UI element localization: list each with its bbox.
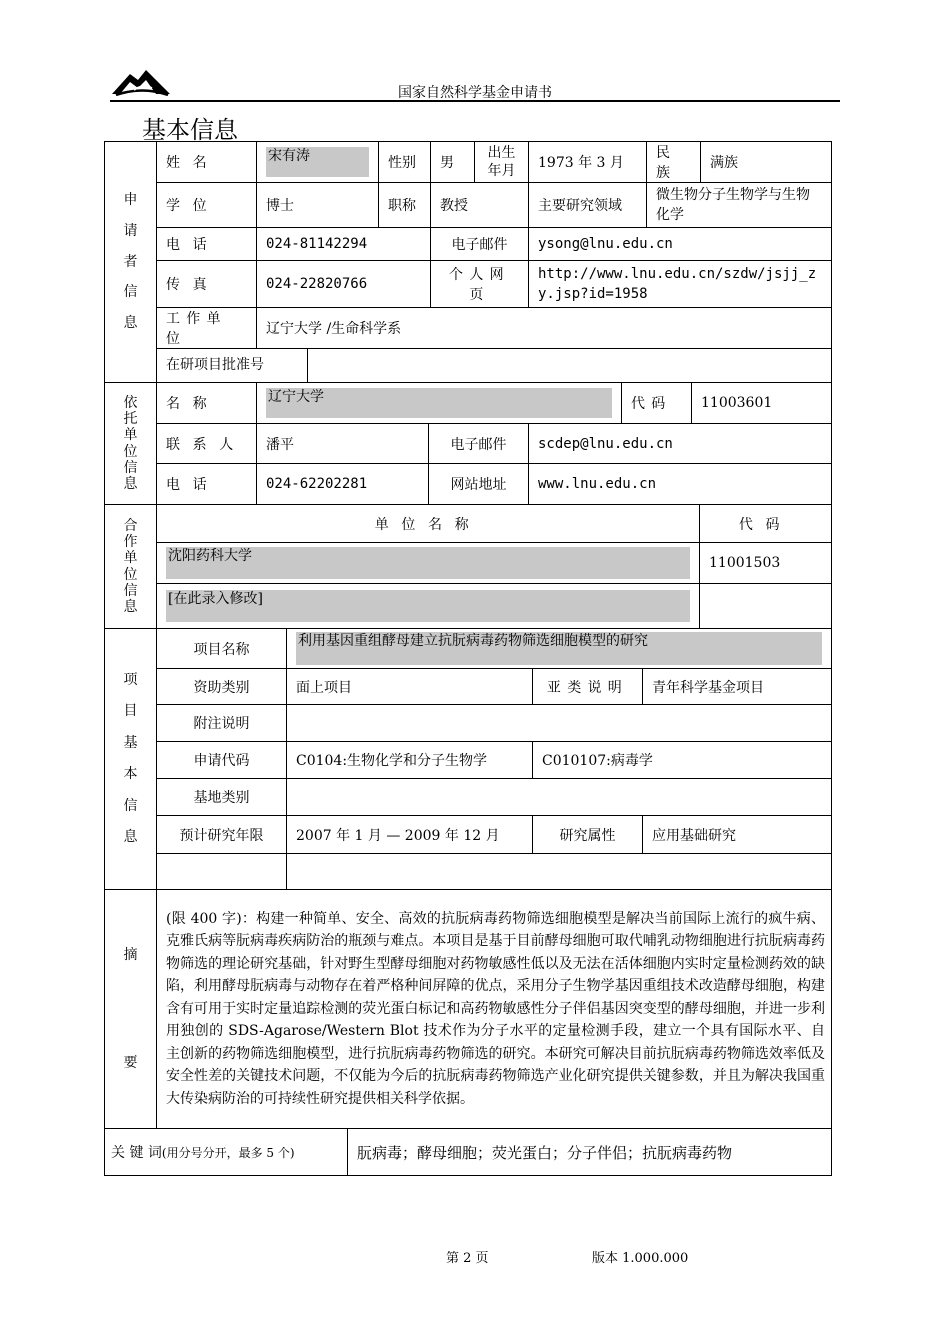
work-unit-label: 工作单位: [157, 308, 257, 349]
host-phone-label: 电话: [157, 464, 257, 505]
project-empty-value[interactable]: [287, 854, 832, 890]
title-value[interactable]: 教授: [431, 183, 529, 228]
period-value[interactable]: 2007 年 1 月 — 2009 年 12 月: [287, 816, 533, 854]
partner-name-cell-2[interactable]: [157, 584, 700, 629]
base-value[interactable]: [287, 779, 832, 816]
project-table: [104, 628, 832, 890]
subtype-value[interactable]: 青年科学基金项目: [643, 669, 832, 705]
attribute-label: 研究属性: [533, 816, 643, 854]
partner-section-label: 合作单位信息: [105, 505, 157, 629]
application-form: [104, 141, 832, 1176]
contact-value[interactable]: 潘平: [257, 424, 429, 464]
name-cell[interactable]: [257, 142, 379, 183]
birth-value[interactable]: 1973 年 3 月: [529, 142, 647, 183]
ethnic-label: 民族: [647, 142, 701, 183]
partner-code-2[interactable]: [700, 584, 832, 629]
field-label: 主要研究领域: [529, 183, 647, 228]
homepage-value[interactable]: http://www.lnu.edu.cn/szdw/jsjj_zy.jsp?id=1958: [529, 261, 832, 308]
abstract-cell[interactable]: [157, 890, 832, 1129]
funding-value[interactable]: 面上项目: [287, 669, 533, 705]
host-name-cell[interactable]: [257, 383, 622, 424]
work-unit-value[interactable]: 辽宁大学 /生命科学系: [257, 308, 832, 349]
project-name: 利用基因重组酵母建立抗朊病毒药物筛选细胞模型的研究: [296, 632, 822, 665]
keywords-label: 关 键 词(用分号分开，最多 5 个): [105, 1129, 348, 1176]
degree-value[interactable]: 博士: [257, 183, 379, 228]
project-number-row: [157, 349, 832, 383]
host-code-value[interactable]: 11003601: [692, 383, 832, 424]
website-value[interactable]: www.lnu.edu.cn: [529, 464, 832, 505]
subtype-label: 亚类说明: [533, 669, 643, 705]
page-number: 第 2 页: [446, 1251, 489, 1266]
applicant-section-label: 申请者信息: [105, 142, 157, 383]
section-title: 基本信息: [142, 116, 238, 144]
partner-unit-name-header: 单位名称: [157, 505, 700, 543]
partner-table: [104, 504, 832, 629]
abstract-table: [104, 889, 832, 1129]
apply-code-2[interactable]: C010107:病毒学: [533, 742, 832, 779]
base-label: 基地类别: [157, 779, 287, 816]
contact-label: 联系人: [157, 424, 257, 464]
keywords-table: [104, 1128, 832, 1176]
apply-code-1[interactable]: C0104:生物化学和分子生物学: [287, 742, 533, 779]
homepage-label: 个人网页: [431, 261, 529, 308]
abstract-text: 构建一种简单、安全、高效的抗朊病毒药物筛选细胞模型是解决当前国际上流行的疯牛病、克雅氏病等朊病毒疾病防治的瓶颈与难点。本项目是基于目前酵母细胞可取代哺乳动物细胞进行抗朊病毒药物筛选的理论研究基础，针对野生型酵母细胞对药物敏感性低以及无法在活体细胞内实时定量检测药效的缺陷，利用酵母朊病毒与动物存在着严格种间屏障的优点，采用分子生物学基因重组技术改造酵母细胞，构建含有可用于实时定量追踪检测的荧光蛋白标记和高药物敏感性分子伴侣基因突变型的酵母细胞，并进一步利用独创的 SDS-Agarose/Western Blot 技术作为分子水平的定量检测手段，建立一个具有国际水平、自主创新的药物筛选细胞模型，进行抗朊病毒药物筛选的研究。本研究可解决目前抗朊病毒药物筛选效率低及安全性差的关键技术问题，不仅能为今后的抗朊病毒药物筛选产业化研究提供关键参数，并且为解决我国重大传染病防治的可持续性研究提供相关科学依据。: [166, 910, 826, 1107]
host-code-label: 代码: [622, 383, 692, 424]
gender-value[interactable]: 男: [431, 142, 475, 183]
fax-label: 传真: [157, 261, 257, 308]
partner-name-cell[interactable]: [157, 543, 700, 584]
website-label: 网站地址: [429, 464, 529, 505]
degree-label: 学位: [157, 183, 257, 228]
host-name: 辽宁大学: [266, 388, 612, 418]
attribute-value[interactable]: 应用基础研究: [643, 816, 832, 854]
partner-code-header: 代码: [700, 505, 832, 543]
note-value[interactable]: [287, 705, 832, 742]
funding-label: 资助类别: [157, 669, 287, 705]
project-name-cell[interactable]: [287, 629, 832, 669]
birth-label: 出生年月: [475, 142, 529, 183]
period-label: 预计研究年限: [157, 816, 287, 854]
host-name-label: 名称: [157, 383, 257, 424]
project-section-label: 项目基本信息: [105, 629, 157, 890]
field-value[interactable]: 微生物分子生物学与生物化学: [647, 183, 832, 228]
phone-label: 电话: [157, 228, 257, 261]
keywords-value[interactable]: 朊病毒；酵母细胞；荧光蛋白；分子伴侣；抗朊病毒药物: [348, 1129, 832, 1176]
phone-value[interactable]: 024-81142294: [257, 228, 431, 261]
abstract-section-label: 摘要: [105, 890, 157, 1129]
applicant-name: 宋有涛: [266, 147, 369, 177]
header-rule: [110, 100, 840, 102]
applicant-table: [104, 141, 832, 383]
host-phone-value[interactable]: 024-62202281: [257, 464, 429, 505]
host-section-label: 依托单位信息: [105, 383, 157, 505]
email-label: 电子邮件: [431, 228, 529, 261]
host-table: [104, 382, 832, 505]
abstract-limit: (限 400 字)：: [166, 910, 257, 927]
title-label: 职称: [379, 183, 431, 228]
document-title: 国家自然科学基金申请书: [398, 85, 552, 101]
note-label: 附注说明: [157, 705, 287, 742]
partner-name-2: [在此录入修改]: [166, 590, 690, 622]
ethnic-value[interactable]: 满族: [701, 142, 832, 183]
partner-code-1[interactable]: 11001503: [700, 543, 832, 584]
partner-name-1: 沈阳药科大学: [166, 547, 690, 579]
gender-label: 性别: [379, 142, 431, 183]
version-label: 版本 1.000.000: [592, 1251, 689, 1266]
host-email-value[interactable]: scdep@lnu.edu.cn: [529, 424, 832, 464]
host-email-label: 电子邮件: [429, 424, 529, 464]
project-empty-label: [157, 854, 287, 890]
fax-value[interactable]: 024-22820766: [257, 261, 431, 308]
project-number-value[interactable]: [308, 349, 831, 382]
email-value[interactable]: ysong@lnu.edu.cn: [529, 228, 832, 261]
project-name-label: 项目名称: [157, 629, 287, 669]
name-label: 姓名: [157, 142, 257, 183]
keywords-hint: (用分号分开，最多 5 个): [161, 1146, 295, 1160]
apply-code-label: 申请代码: [157, 742, 287, 779]
project-number-label: 在研项目批准号: [157, 349, 308, 382]
